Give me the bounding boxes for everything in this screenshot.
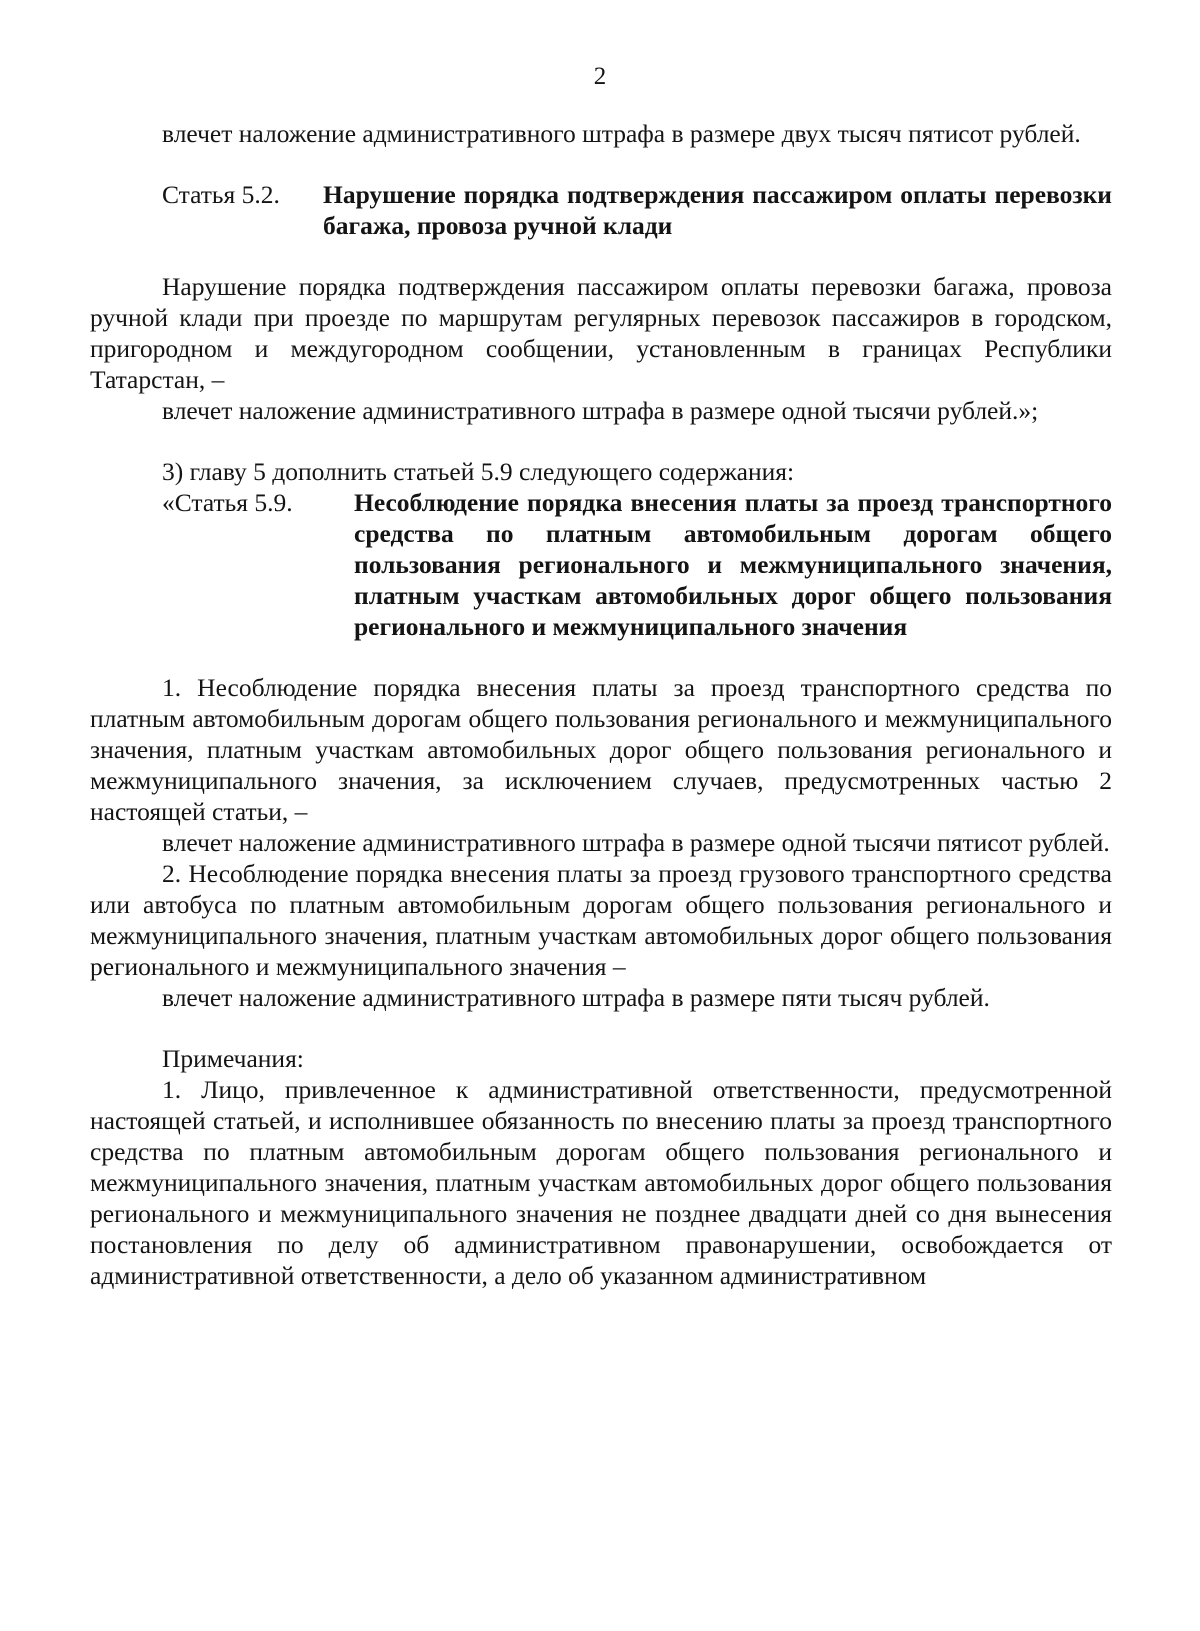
notes-heading: Примечания: bbox=[162, 1044, 304, 1073]
article-5-2-penalty: влечет наложение административного штрафа в размере одной тысячи рублей.»; bbox=[162, 396, 1039, 425]
article-5-2-title: Нарушение порядка подтверждения пассажиром оплаты перевозки багажа, провоза ручной клади bbox=[323, 180, 1112, 240]
article-5-9-label: «Статья 5.9. bbox=[162, 488, 293, 517]
article-5-9-heading bbox=[90, 487, 1112, 642]
article-5-2-body: Нарушение порядка подтверждения пассажиром оплаты перевозки багажа, провоза ручной клади при проезде по маршрутам регулярных перевозок пассажиров в городском, пригородном и междугородном сообщении, установленным в границах Республики Татарстан, – bbox=[90, 272, 1112, 394]
note-1: 1. Лицо, привлеченное к административной ответственности, предусмотренной настоящей статьей, и исполнившее обязанность по внесению платы за проезд транспортного средства по платным автомобильным дорогам общего пользования регионального и межмуниципального значения, платным участкам автомобильных дорог общего пользования регионального и межмуниципального значения не позднее двадцати дней со дня вынесения постановления по делу об административном правонарушении, освобождается от административной ответственности, а дело об указанном административном bbox=[90, 1075, 1112, 1290]
article-5-9-title: Несоблюдение порядка внесения платы за проезд транспортного средства по платным автомобильным дорогам общего пользования регионального и межмуниципального значения, платным участкам автомобильных дорог общего пользования регионального и межмуниципального значения bbox=[354, 488, 1112, 641]
article-5-9-part-2-penalty: влечет наложение административного штрафа в размере пяти тысяч рублей. bbox=[162, 983, 990, 1012]
article-5-2-label: Статья 5.2. bbox=[162, 180, 280, 209]
article-5-9-part-1: 1. Несоблюдение порядка внесения платы за проезд транспортного средства по платным автомобильным дорогам общего пользования регионального и межмуниципального значения, платным участкам автомобильных дорог общего пользования регионального и межмуниципального значения, за исключением случаев, предусмотренных частью 2 настоящей статьи, – bbox=[90, 673, 1112, 826]
amendment-item-3: 3) главу 5 дополнить статьей 5.9 следующего содержания: bbox=[162, 457, 795, 486]
document-body bbox=[90, 118, 1112, 1291]
article-5-9-part-1-penalty: влечет наложение административного штрафа в размере одной тысячи пятисот рублей. bbox=[162, 828, 1110, 857]
article-5-9-part-2: 2. Несоблюдение порядка внесения платы за проезд грузового транспортного средства или автобуса по платным автомобильным дорогам общего пользования регионального и межмуниципального значения, платным участкам автомобильных дорог общего пользования регионального и межмуниципального значения – bbox=[90, 859, 1112, 981]
paragraph-penalty-prev: влечет наложение административного штрафа в размере двух тысяч пятисот рублей. bbox=[162, 119, 1081, 148]
page-number: 2 bbox=[593, 63, 607, 90]
article-5-2-heading bbox=[90, 179, 1112, 241]
